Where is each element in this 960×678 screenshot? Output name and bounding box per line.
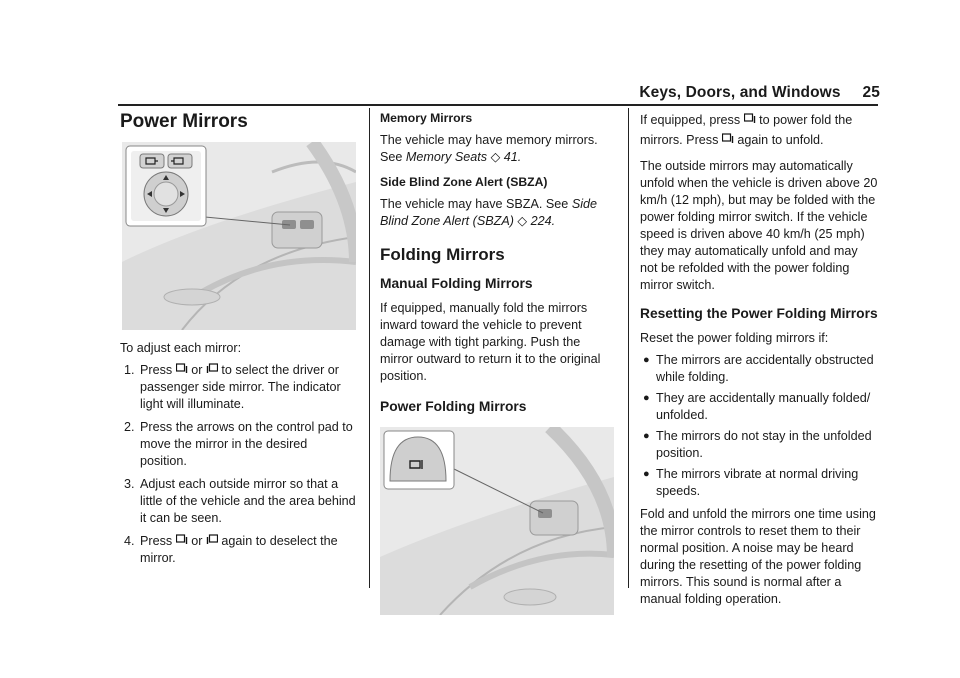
sbza-link[interactable]: Side Blind Zone Alert (SBZA) <box>380 197 598 228</box>
right-mirror-icon <box>206 534 218 546</box>
power-folding-heading: Power Folding Mirrors <box>380 399 527 414</box>
page-ref-icon: ◇ <box>490 150 501 164</box>
bullet-icon: ● <box>643 430 650 442</box>
adjust-intro: To adjust each mirror: <box>120 341 242 355</box>
mirror-control-illustration <box>122 142 356 330</box>
memory-mirrors-heading: Memory Mirrors <box>380 111 473 125</box>
manual-folding-text: If equipped, manually fold the mirrors inward toward the vehicle to prevent damage with tight parking. Push the mirror outward to return it to the original position. <box>380 301 601 383</box>
list-item: ● The mirrors do not stay in the unfolded position. <box>643 429 872 460</box>
memory-seats-link[interactable]: Memory Seats <box>405 150 488 164</box>
fold-mirror-icon <box>744 113 756 125</box>
memory-seats-page[interactable]: 41. <box>503 150 522 164</box>
auto-unfold-text: The outside mirrors may automatically unfold when the vehicle is driven above 20 km/h (12 mph), but may be folded with the power folding mirror switch. If the vehicle speed is driven above 40 km/h (25 mph) they may automatically unfold and may not be refolded with the power folding mirror switch. <box>640 159 878 292</box>
column-1 <box>120 110 356 567</box>
list-item: 4. Press or again to deselect the mirror. <box>124 534 338 565</box>
list-item: ● The mirrors are accidentally obstructed while folding. <box>643 353 874 384</box>
sbza-page[interactable]: 224. <box>530 214 556 228</box>
page-header <box>600 84 880 102</box>
column-3 <box>640 110 878 608</box>
power-mirrors-title: Power Mirrors <box>120 111 248 132</box>
reset-intro: Reset the power folding mirrors if: <box>640 331 829 345</box>
memory-mirrors-text: The vehicle may have memory mirrors. See Memory Seats ◇ 41. <box>380 133 598 164</box>
header-rule <box>118 104 878 106</box>
list-item: 2. Press the arrows on the control pad to move the mirror in the desired position. <box>124 420 353 468</box>
list-item: ● The mirrors vibrate at normal driving speeds. <box>643 467 859 498</box>
sbza-text: The vehicle may have SBZA. See Side Blind Zone Alert (SBZA) ◇ 224. <box>380 197 598 228</box>
column-divider <box>628 108 629 588</box>
list-item: ● They are accidentally manually folded/ unfolded. <box>643 391 871 422</box>
list-item: 3. Adjust each outside mirror so that a little of the vehicle and the area behind it can be seen. <box>124 477 356 525</box>
left-mirror-icon <box>176 534 188 546</box>
power-fold-instructions: If equipped, press to power fold the mirrors. Press again to unfold. <box>640 113 853 147</box>
column-divider <box>369 108 370 588</box>
sbza-heading: Side Blind Zone Alert (SBZA) <box>380 175 548 189</box>
fold-switch-illustration <box>380 427 614 615</box>
page-ref-icon: ◇ <box>517 214 528 228</box>
column-2 <box>380 110 616 615</box>
folding-mirrors-title: Folding Mirrors <box>380 245 505 264</box>
adjust-steps <box>120 362 356 567</box>
bullet-icon: ● <box>643 468 650 480</box>
manual-folding-heading: Manual Folding Mirrors <box>380 276 533 291</box>
bullet-icon: ● <box>643 392 650 404</box>
fold-mirror-icon <box>722 133 734 145</box>
bullet-icon: ● <box>643 354 650 366</box>
section-title: Keys, Doors, and Windows <box>639 84 841 101</box>
left-mirror-icon <box>176 363 188 375</box>
list-item: 1. Press or to select the driver or passenger side mirror. The indicator light will illuminate. <box>124 363 341 411</box>
right-mirror-icon <box>206 363 218 375</box>
page-number: 25 <box>862 84 880 101</box>
resetting-heading: Resetting the Power Folding Mirrors <box>640 306 878 321</box>
reset-procedure-text: Fold and unfold the mirrors one time using the mirror controls to reset them to their normal position. A noise may be heard during the resetting of the power folding mirrors. This sound is normal after a manual folding operation. <box>640 507 876 606</box>
reset-conditions <box>640 352 878 500</box>
